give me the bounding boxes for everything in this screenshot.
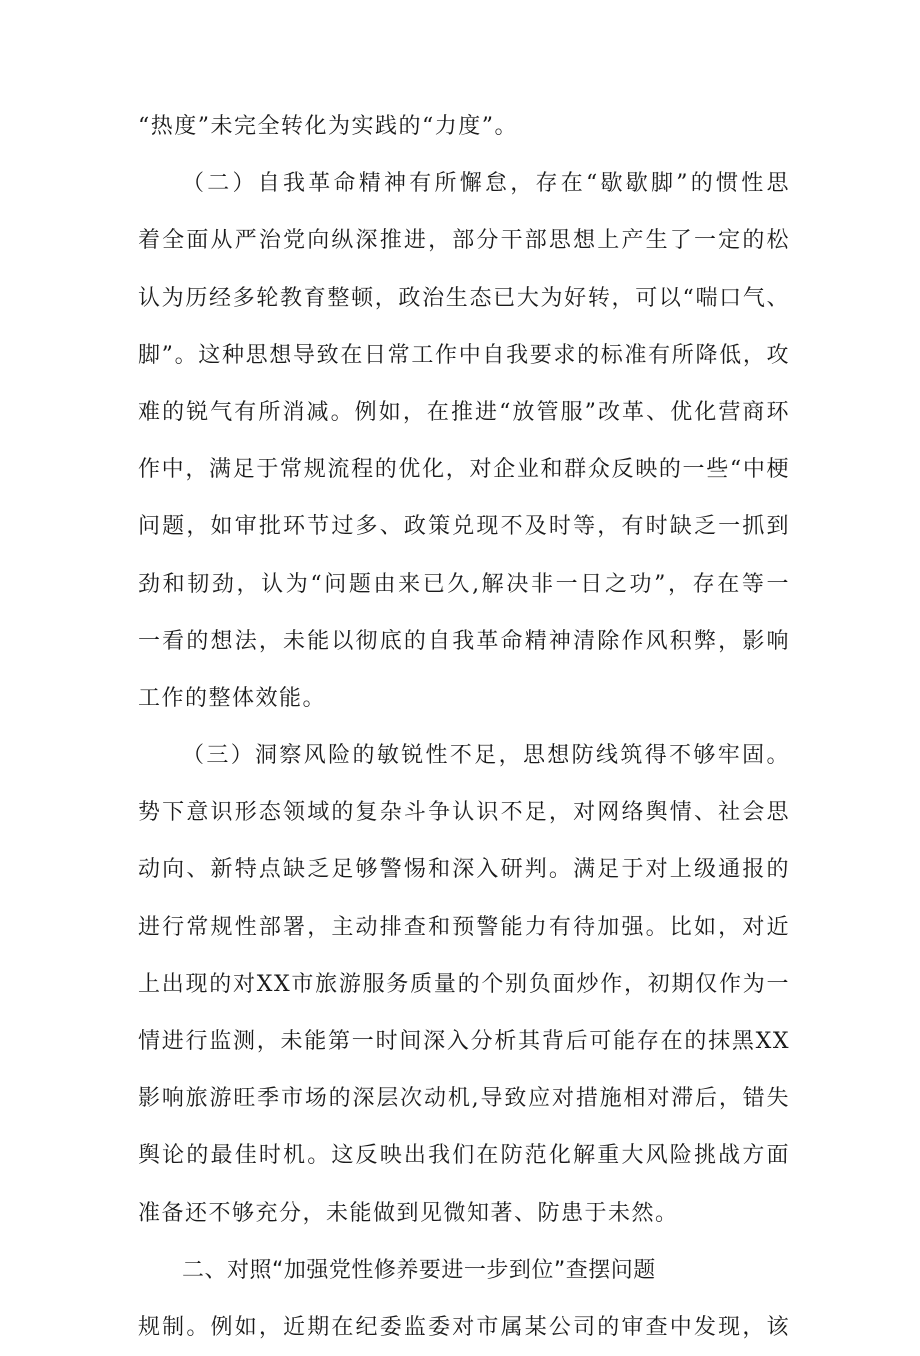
- paragraph-line: 问题，如审批环节过多、政策兑现不及时等，有时缺乏一抓到: [138, 514, 790, 540]
- paragraph-line: 工作的整体效能。: [138, 685, 327, 711]
- paragraph-line: 难的锐气有所消减。例如，在推进“放管服”改革、优化营商环: [138, 399, 790, 425]
- paragraph-line: 规制。例如，近期在纪委监委对市属某公司的审查中发现，该: [138, 1314, 790, 1340]
- section-heading: 二、对照“加强党性修养要进一步到位”查摆问题: [182, 1257, 656, 1283]
- paragraph-line: 上出现的对XX市旅游服务质量的个别负面炒作，初期仅作为一: [138, 971, 790, 997]
- body-text: [138, 98, 790, 1242]
- paragraph-line: 脚”。这种思想导致在日常工作中自我要求的标准有所降低，攻: [138, 342, 790, 368]
- paragraph-line: 作中，满足于常规流程的优化，对企业和群众反映的一些“中梗: [138, 457, 790, 483]
- paragraph-line: 准备还不够充分，未能做到见微知著、防患于未然。: [138, 1200, 679, 1226]
- paragraph-line: 情进行监测，未能第一时间深入分析其背后可能存在的抹黑XX: [138, 1029, 790, 1054]
- paragraph-line: 劲和韧劲，认为“问题由来已久,解决非一日之功”，存在等一: [138, 571, 790, 597]
- paragraph-line: 一看的想法，未能以彻底的自我革命精神清除作风积弊，影响: [138, 628, 790, 654]
- paragraph-line: 影响旅游旺季市场的深层次动机,导致应对措施相对滞后，错失: [138, 1086, 790, 1112]
- paragraph-line: 认为历经多轮教育整顿，政治生态已大为好转，可以“喘口气、: [138, 285, 790, 311]
- paragraph-line: 动向、新特点缺乏足够警惕和深入研判。满足于对上级通报的: [138, 857, 790, 883]
- paragraph-line: （二）自我革命精神有所懈怠，存在“歇歇脚”的惯性思: [182, 171, 790, 197]
- paragraph-line: 进行常规性部署，主动排查和预警能力有待加强。比如，对近: [138, 914, 790, 940]
- paragraph-line: 着全面从严治党向纵深推进，部分干部思想上产生了一定的松: [138, 228, 790, 254]
- document-page: [138, 98, 790, 1356]
- paragraph-line: 舆论的最佳时机。这反映出我们在防范化解重大风险挑战方面: [138, 1143, 790, 1169]
- paragraph-line: 势下意识形态领域的复杂斗争认识不足，对网络舆情、社会思: [138, 800, 790, 826]
- paragraph-line: （三）洞察风险的敏锐性不足，思想防线筑得不够牢固。: [182, 743, 790, 769]
- paragraph-line: “热度”未完全转化为实践的“力度”。: [138, 114, 518, 139]
